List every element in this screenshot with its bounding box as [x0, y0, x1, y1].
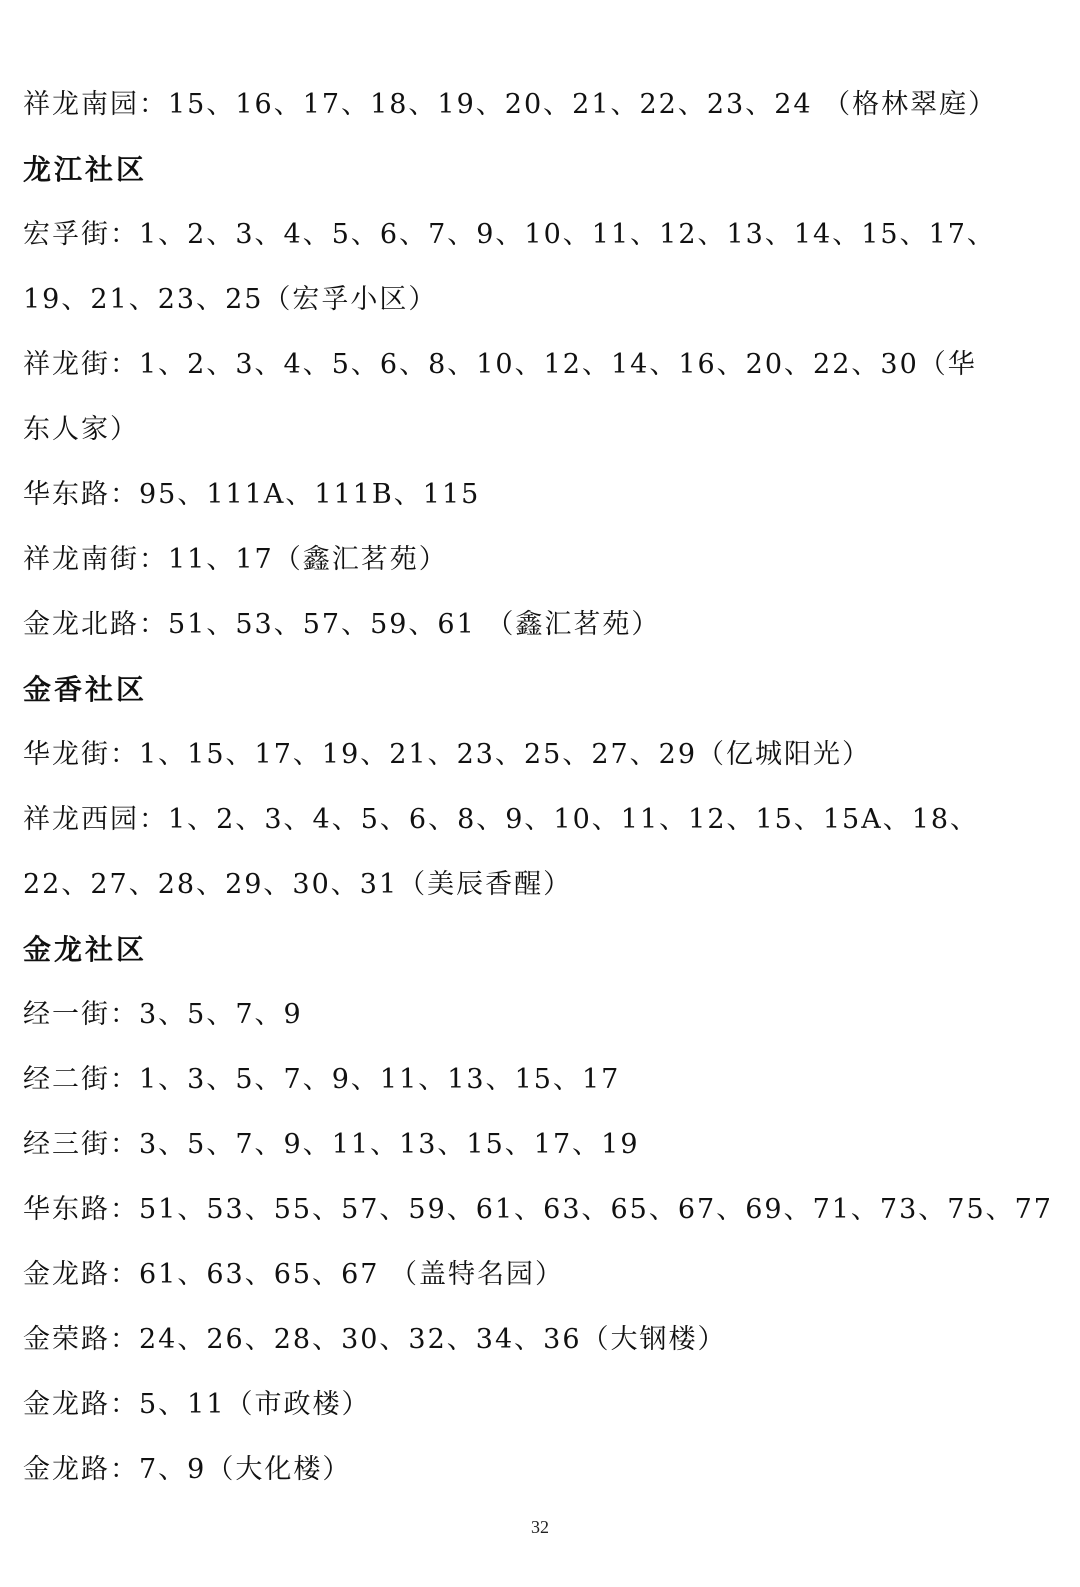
- community-heading: 龙江社区: [23, 153, 148, 186]
- address-line: 华龙街：1、15、17、19、21、23、25、27、29（亿城阳光）: [23, 739, 872, 770]
- address-line: 华东路：95、111A、111B、115: [23, 479, 481, 510]
- address-list: [23, 72, 1053, 1502]
- address-line: 祥龙南园：15、16、17、18、19、20、21、22、23、24 （格林翠庭）: [23, 89, 998, 120]
- address-line: 宏孚街：1、2、3、4、5、6、7、9、10、11、12、13、14、15、17、: [23, 219, 996, 250]
- address-line: 金龙北路：51、53、57、59、61 （鑫汇茗苑）: [23, 609, 661, 640]
- address-line: 经一街：3、5、7、9: [23, 999, 303, 1030]
- address-line: 金龙路：61、63、65、67 （盖特名园）: [23, 1259, 565, 1290]
- address-line: 祥龙南街：11、17（鑫汇茗苑）: [23, 544, 448, 575]
- address-line: 东人家）: [23, 414, 139, 445]
- address-line: 华东路：51、53、55、57、59、61、63、65、67、69、71、73、75、77: [23, 1194, 1053, 1225]
- address-line: 金龙路：7、9（大化楼）: [23, 1454, 352, 1485]
- community-heading: 金香社区: [23, 673, 148, 706]
- address-line: 19、21、23、25（宏孚小区）: [23, 284, 438, 315]
- community-heading: 金龙社区: [23, 933, 148, 966]
- address-line: 经二街：1、3、5、7、9、11、13、15、17: [23, 1064, 621, 1095]
- address-line: 金荣路：24、26、28、30、32、34、36（大钢楼）: [23, 1324, 727, 1355]
- address-line: 经三街：3、5、7、9、11、13、15、17、19: [23, 1129, 640, 1160]
- address-line: 祥龙西园：1、2、3、4、5、6、8、9、10、11、12、15、15A、18、: [23, 804, 980, 835]
- page-number: 32: [531, 1517, 549, 1537]
- address-line: 祥龙街：1、2、3、4、5、6、8、10、12、14、16、20、22、30（华: [23, 349, 977, 380]
- address-line: 22、27、28、29、30、31（美辰香醒）: [23, 869, 573, 900]
- address-line: 金龙路：5、11（市政楼）: [23, 1389, 371, 1420]
